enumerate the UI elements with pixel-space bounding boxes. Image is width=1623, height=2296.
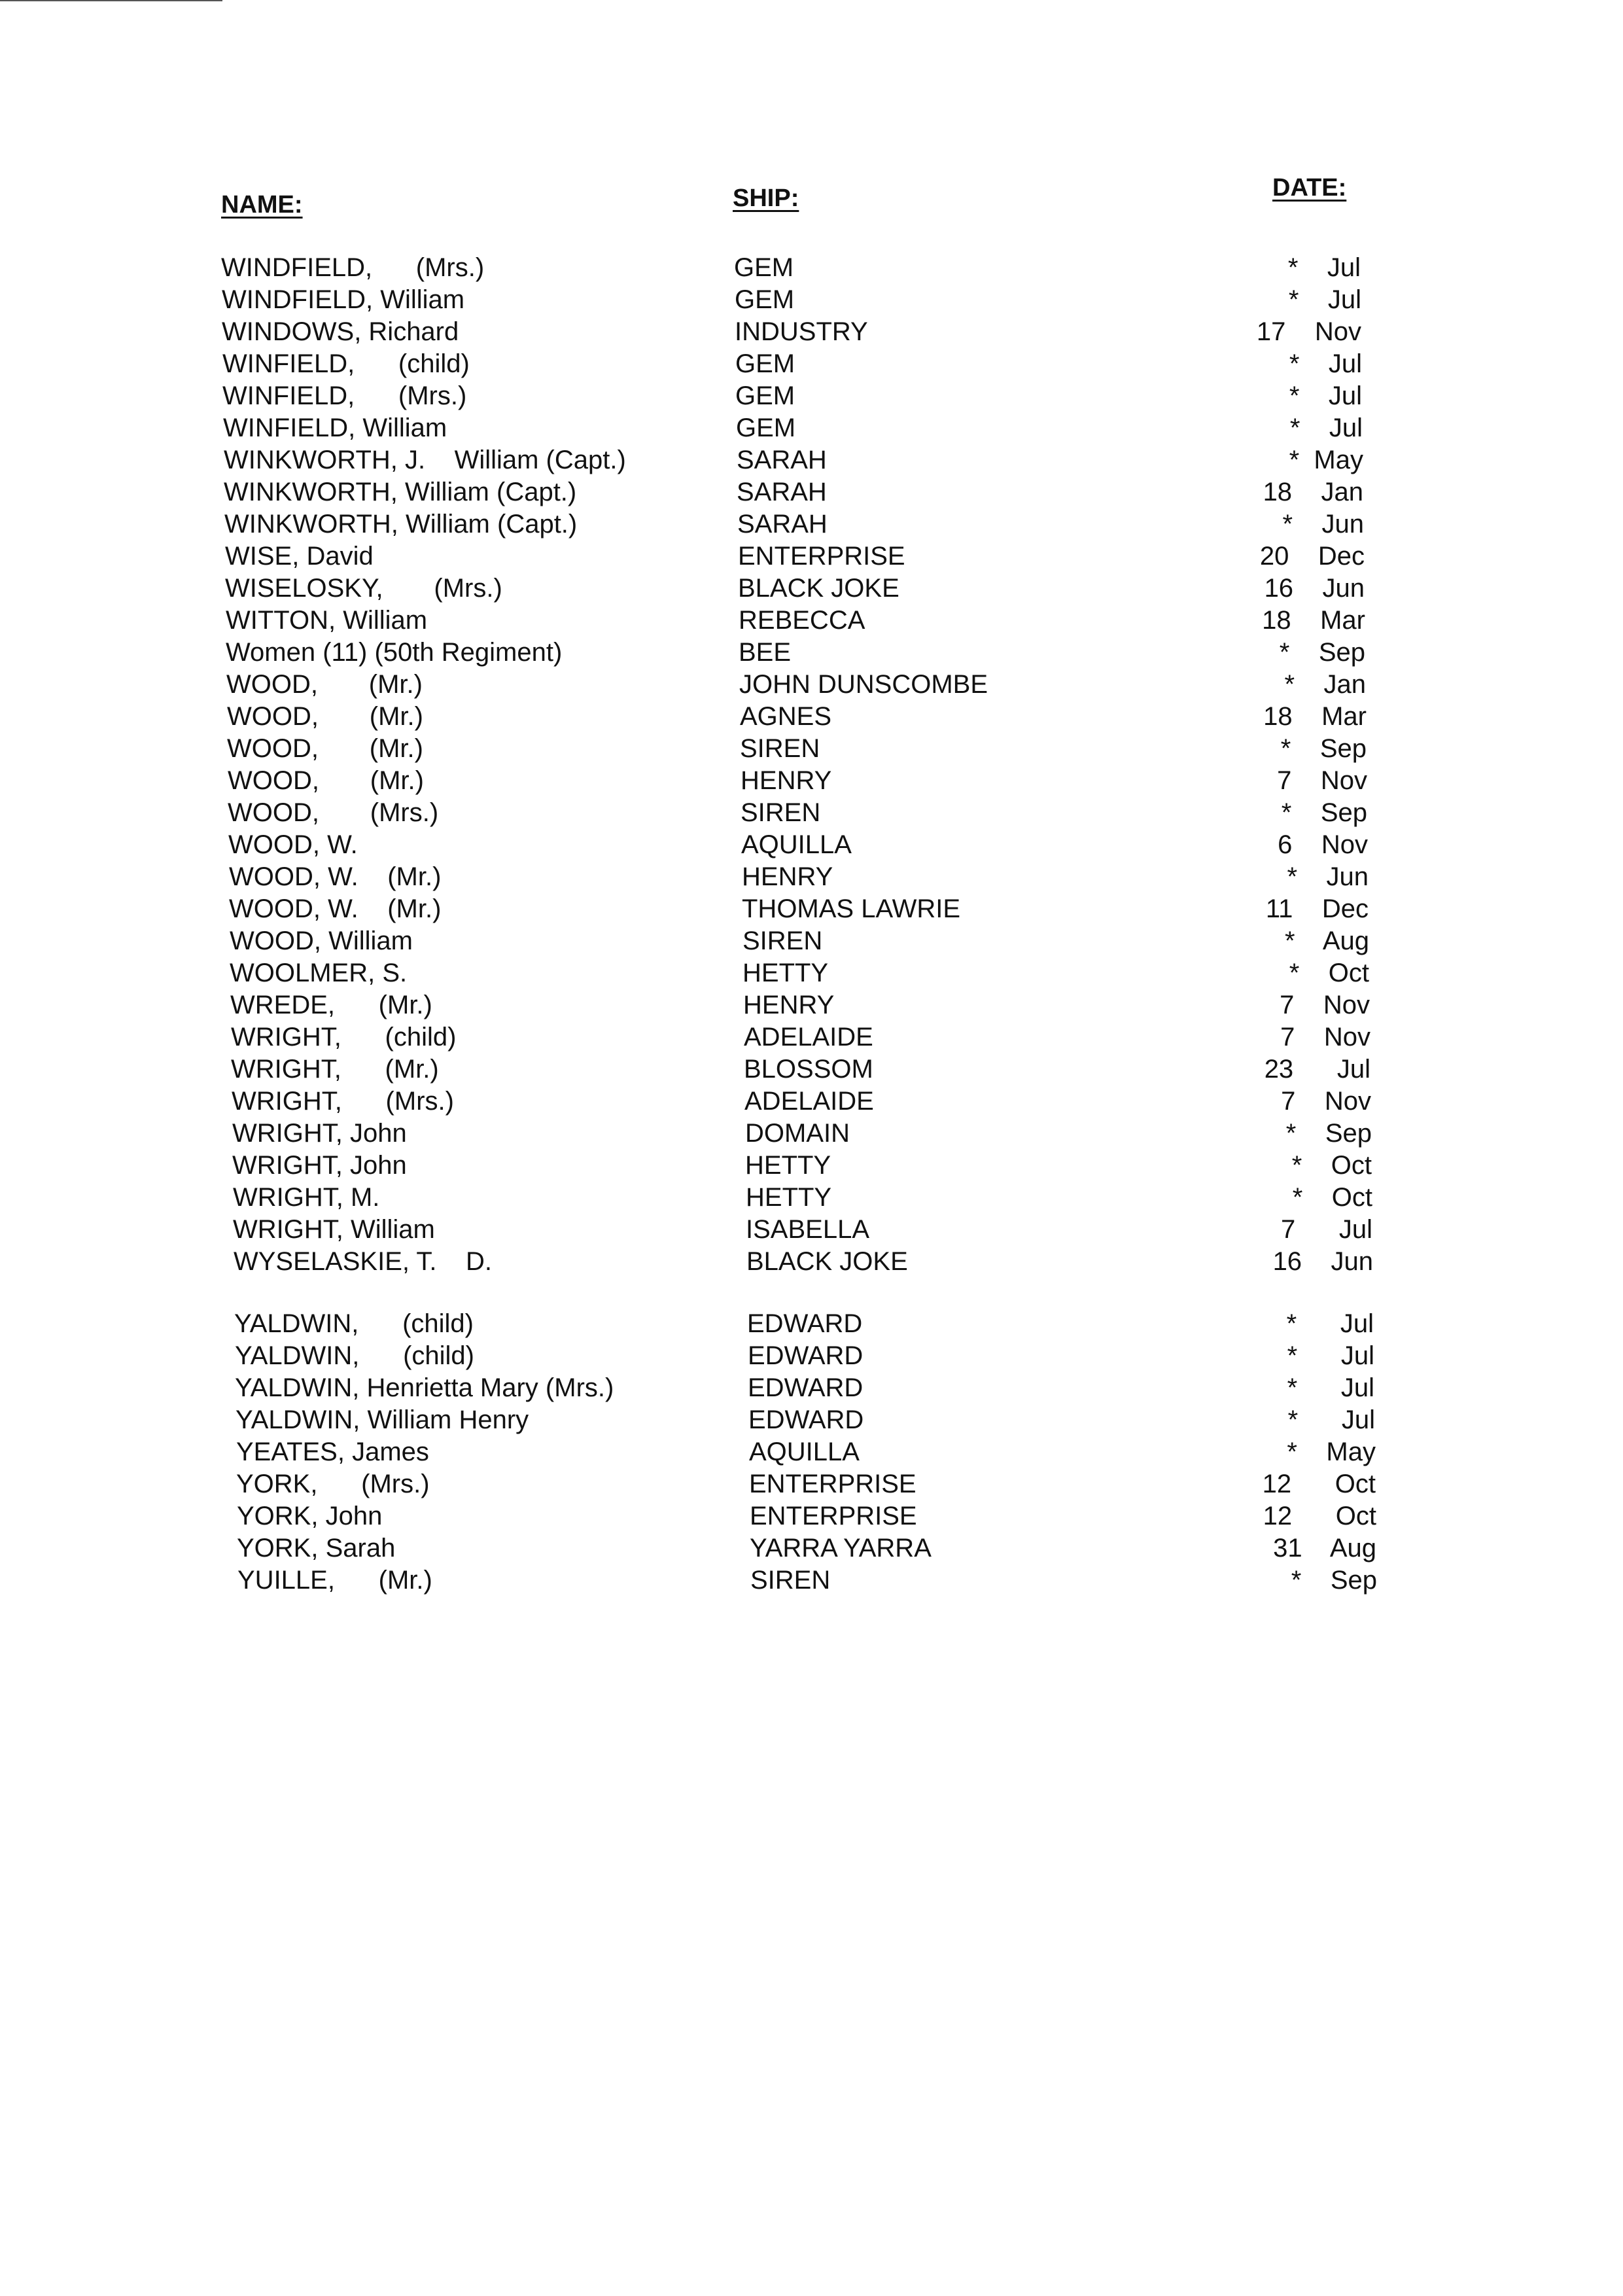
ship-name: HENRY	[741, 766, 832, 795]
passenger-name: WOOD, (Mrs.)	[228, 798, 439, 827]
ship-name: SARAH	[737, 446, 827, 474]
ship-name: HENRY	[743, 991, 835, 1019]
arrival-date: 16 Jun	[1272, 1247, 1373, 1276]
column-header-ship: SHIP:	[733, 185, 799, 212]
passenger-name: YALDWIN, (child)	[235, 1341, 474, 1370]
arrival-date: 7 Nov	[1280, 1023, 1370, 1051]
ship-name: SARAH	[737, 510, 828, 539]
passenger-name: WINFIELD, William	[223, 414, 447, 442]
arrival-date: * Sep	[1281, 798, 1367, 827]
ship-name: SIREN	[750, 1566, 831, 1595]
passenger-name: WOOD, (Mr.)	[227, 734, 423, 763]
arrival-date: * Oct	[1291, 1151, 1372, 1180]
ship-name: GEM	[735, 285, 795, 314]
arrival-date: * Jun	[1282, 510, 1364, 539]
arrival-date: * May	[1287, 1438, 1376, 1466]
ship-name: ENTERPRISE	[750, 1502, 917, 1530]
ship-name: SIREN	[740, 734, 820, 763]
arrival-date: * Jul	[1289, 414, 1363, 442]
passenger-name: WOOD, William	[230, 927, 413, 955]
arrival-date: * Sep	[1285, 1119, 1372, 1148]
arrival-date: 16 Jun	[1264, 574, 1365, 603]
passenger-name: WITTON, William	[226, 606, 428, 635]
passenger-name: YALDWIN, (child)	[234, 1309, 474, 1338]
passenger-name: YALDWIN, William Henry	[236, 1405, 529, 1434]
arrival-date: * Aug	[1285, 927, 1369, 955]
passenger-name: WINKWORTH, William (Capt.)	[224, 510, 578, 539]
arrival-date: 7 Nov	[1277, 766, 1367, 795]
arrival-date: 11 Dec	[1265, 894, 1369, 923]
arrival-date: 31 Aug	[1273, 1534, 1376, 1563]
column-header-name: NAME:	[221, 191, 303, 219]
passenger-name: WOOD, W.	[228, 830, 358, 859]
ship-name: HENRY	[742, 862, 833, 891]
passenger-name: WISELOSKY, (Mrs.)	[225, 574, 502, 603]
passenger-name: WINDFIELD, (Mrs.)	[221, 253, 485, 282]
arrival-date: 12 Oct	[1262, 1470, 1376, 1498]
ship-name: HETTY	[742, 959, 829, 987]
arrival-date: 18 Mar	[1262, 606, 1365, 635]
arrival-date: 7 Jul	[1280, 1215, 1372, 1244]
ship-name: ADELAIDE	[744, 1087, 874, 1116]
column-header-date: DATE:	[1272, 174, 1347, 202]
passenger-name: YALDWIN, Henrietta Mary (Mrs.)	[235, 1373, 614, 1402]
ship-name: AGNES	[740, 702, 832, 731]
ship-name: GEM	[736, 414, 796, 442]
passenger-name: WINKWORTH, J. William (Capt.)	[224, 446, 626, 474]
ship-name: GEM	[735, 381, 795, 410]
arrival-date: * Sep	[1279, 638, 1365, 667]
arrival-date: * Jun	[1287, 862, 1369, 891]
arrival-date: 18 Jan	[1263, 478, 1363, 506]
passenger-name: WRIGHT, John	[232, 1151, 407, 1180]
ship-name: EDWARD	[747, 1309, 863, 1338]
arrival-date: * Jan	[1284, 670, 1366, 699]
passenger-name: WINDOWS, Richard	[222, 317, 459, 346]
ship-name: ENTERPRISE	[749, 1470, 916, 1498]
ship-name: SIREN	[741, 798, 821, 827]
ship-name: ADELAIDE	[744, 1023, 873, 1051]
ship-name: GEM	[735, 349, 795, 378]
ship-name: HETTY	[745, 1151, 831, 1180]
passenger-name: YORK, (Mrs.)	[236, 1470, 430, 1498]
passenger-name: WRIGHT, William	[233, 1215, 435, 1244]
ship-name: ENTERPRISE	[738, 542, 905, 571]
passenger-name: WRIGHT, (child)	[231, 1023, 457, 1051]
scan-edge-line	[0, 0, 222, 1]
arrival-date: * Jul	[1287, 253, 1361, 282]
arrival-date: 7 Nov	[1280, 991, 1370, 1019]
ship-name: SARAH	[737, 478, 827, 506]
ship-name: YARRA YARRA	[750, 1534, 932, 1563]
arrival-date: * Jul	[1286, 1309, 1374, 1338]
passenger-name: WINDFIELD, William	[222, 285, 465, 314]
passenger-name: WOOD, (Mr.)	[226, 670, 423, 699]
passenger-name: WREDE, (Mr.)	[230, 991, 432, 1019]
passenger-name: YORK, John	[237, 1502, 383, 1530]
arrival-date: * Jul	[1288, 285, 1361, 314]
ship-name: DOMAIN	[745, 1119, 850, 1148]
arrival-date: * Jul	[1289, 381, 1362, 410]
passenger-name: Women (11) (50th Regiment)	[226, 638, 563, 667]
arrival-date: 12 Oct	[1263, 1502, 1376, 1530]
passenger-name: WINKWORTH, William (Capt.)	[224, 478, 577, 506]
passenger-name: YEATES, James	[236, 1438, 429, 1466]
ship-name: JOHN DUNSCOMBE	[739, 670, 988, 699]
passenger-name: WOOD, (Mr.)	[228, 766, 424, 795]
ship-name: BLACK JOKE	[746, 1247, 908, 1276]
ship-name: THOMAS LAWRIE	[742, 894, 961, 923]
arrival-date: * Jul	[1289, 349, 1362, 378]
ship-name: REBECCA	[739, 606, 865, 635]
arrival-date: * Oct	[1292, 1183, 1372, 1212]
passenger-name: WRIGHT, (Mr.)	[231, 1055, 439, 1084]
passenger-name: WOOD, W. (Mr.)	[229, 862, 442, 891]
arrival-date: * Sep	[1291, 1566, 1377, 1595]
ship-name: ISABELLA	[746, 1215, 870, 1244]
arrival-date: 7 Nov	[1281, 1087, 1371, 1116]
passenger-name: WOOD, W. (Mr.)	[229, 894, 442, 923]
arrival-date: 20 Dec	[1259, 542, 1365, 571]
ship-name: HETTY	[746, 1183, 832, 1212]
ship-name: EDWARD	[748, 1373, 864, 1402]
passenger-name: WINFIELD, (child)	[222, 349, 470, 378]
arrival-date: 17 Nov	[1256, 317, 1361, 346]
ship-name: GEM	[734, 253, 794, 282]
arrival-date: * Oct	[1289, 959, 1369, 987]
ship-name: EDWARD	[748, 1405, 864, 1434]
ship-name: BLOSSOM	[744, 1055, 873, 1084]
ship-name: EDWARD	[748, 1341, 864, 1370]
passenger-name: WINFIELD, (Mrs.)	[222, 381, 467, 410]
ship-name: SIREN	[742, 927, 823, 955]
passenger-name: WRIGHT, (Mrs.)	[232, 1087, 454, 1116]
passenger-name: YORK, Sarah	[237, 1534, 396, 1563]
ship-name: AQUILLA	[749, 1438, 860, 1466]
passenger-name: WOOLMER, S.	[230, 959, 408, 987]
ship-name: INDUSTRY	[735, 317, 868, 346]
arrival-date: * Jul	[1287, 1341, 1374, 1370]
passenger-name: WRIGHT, John	[232, 1119, 407, 1148]
passenger-name: YUILLE, (Mr.)	[237, 1566, 432, 1595]
passenger-name: WOOD, (Mr.)	[227, 702, 423, 731]
ship-name: BLACK JOKE	[738, 574, 899, 603]
ship-name: BEE	[739, 638, 792, 667]
arrival-date: * Jul	[1287, 1373, 1374, 1402]
passenger-name: WRIGHT, M.	[233, 1183, 380, 1212]
arrival-date: 18 Mar	[1263, 702, 1367, 731]
arrival-date: * Jul	[1287, 1405, 1375, 1434]
passenger-name: WYSELASKIE, T. D.	[234, 1247, 492, 1276]
arrival-date: * Sep	[1280, 734, 1367, 763]
arrival-date: 6 Nov	[1278, 830, 1368, 859]
ship-name: AQUILLA	[741, 830, 852, 859]
arrival-date: * May	[1289, 446, 1363, 474]
passenger-name: WISE, David	[225, 542, 374, 571]
arrival-date: 23 Jul	[1264, 1055, 1370, 1084]
